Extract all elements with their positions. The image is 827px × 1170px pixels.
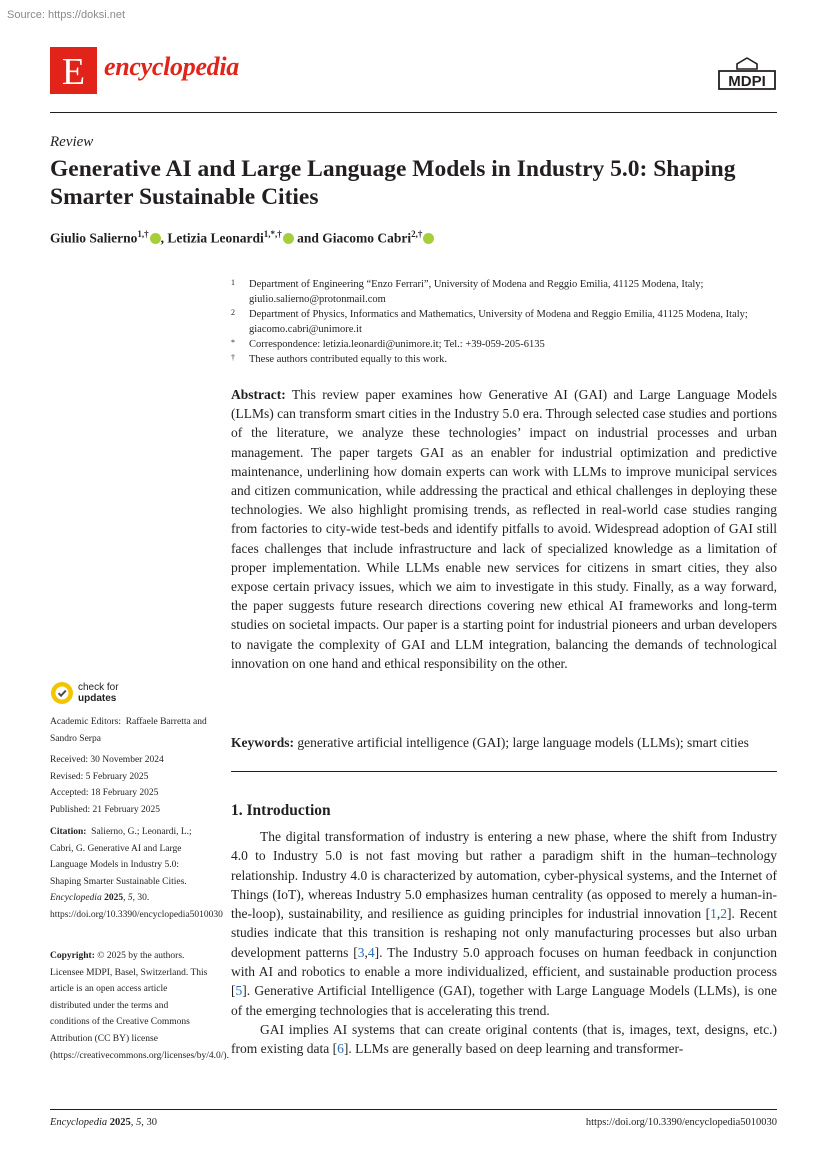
article-dates (50, 752, 210, 818)
citation-doi[interactable]: , 30. https://doi.org/10.3390/encyclopedia5010030 (50, 893, 223, 920)
affiliation-mark: * (231, 338, 235, 347)
author-name: Giacomo Cabri (322, 230, 412, 246)
paragraph-text: ]. LLMs are generally based on deep learning and transformer- (343, 1041, 684, 1057)
citation-block: Citation: Salierno, G.; Leonardi, L.; Cabri, G. Generative AI and Large Language Models in Industry 5.0: Shaping Smarter Sustainable Cities. Encyclopedia 2025, 5, 30. https://doi.org/10.3390/encyclopedia5010030 (50, 827, 223, 920)
reference-link[interactable]: 4 (367, 944, 375, 960)
affiliation-mark: † (231, 353, 235, 362)
date-published: Published: 21 February 2025 (50, 804, 161, 815)
reference-link[interactable]: 5 (235, 983, 243, 999)
paragraph-text: GAI implies AI systems that can create original contents (that is, images, text, designs, etc.) from existing data [ (231, 1021, 777, 1057)
copyright-text: © 2025 by the authors. Licensee MDPI, Basel, Switzerland. This article is an open access article distributed under the terms and conditions of the Creative Commons Attribution (CC BY) license (https://creativecommons.org/licenses/by/4.0/). (50, 951, 229, 1061)
article-type: Review (50, 134, 94, 150)
affiliation-mark: 1 (231, 278, 235, 287)
citation-journal: Encyclopedia (50, 893, 102, 904)
journal-logo (50, 47, 97, 94)
footer-citation: Encyclopedia 2025, 5, 30 (50, 1117, 158, 1128)
reference-link[interactable]: 3 (357, 944, 365, 960)
reference-link[interactable]: 2 (720, 906, 728, 922)
abstract (231, 385, 777, 673)
author-sup: 1,*,† (263, 229, 282, 239)
journal-name: encyclopedia (104, 52, 240, 81)
editors-names: Raffaele Barretta and Sandro Serpa (50, 717, 207, 744)
footer-volume: 5 (136, 1117, 142, 1128)
paragraph-text: ]. Generative Artificial Intelligence (GAI), together with Large Language Models (LLMs), is one of the emerging technologies that is accelerating this trend. (231, 983, 777, 1018)
paragraph-text: The digital transformation of industry is entering a new phase, where the shift from Industry 4.0 to Industry 5.0 is not fast moving but rather a paradigm shift in the human–technology relationship. Industry 4.0 is characterized by automation, cyber-physical systems, and the Internet of Things (IoT), whereas Industry 5.0 emphasizes human centrality (as opposed to merely a human-in-the-loop), sustainability, and resilience as guiding principles for industrial innovation [ (231, 829, 777, 922)
publisher-logo (716, 57, 778, 91)
author-sup: 1,† (137, 229, 149, 239)
publisher-name: MDPI (728, 73, 766, 90)
check-updates-line2: updates (78, 693, 117, 704)
citation-label: Citation: (50, 827, 87, 837)
paragraph (231, 827, 777, 1020)
academic-editors (50, 714, 210, 747)
affiliation-text: These authors contributed equally to this work. (249, 354, 447, 365)
author-sup: 2,† (411, 229, 423, 239)
affiliation (231, 277, 779, 307)
keywords (231, 733, 777, 752)
section-body (231, 827, 777, 1059)
footer-doi-link[interactable]: https://doi.org/10.3390/encyclopedia5010030 (585, 1117, 777, 1128)
affiliation-text: Correspondence: letizia.leonardi@unimore.it; Tel.: +39-059-205-6135 (249, 339, 545, 350)
abstract-rule (231, 771, 777, 772)
affiliation (231, 307, 779, 337)
reference-link[interactable]: 1 (710, 906, 717, 922)
source-label: Source: https://doksi.net (7, 9, 126, 21)
citation-volume: 5 (127, 893, 133, 904)
orcid-icon[interactable] (283, 233, 294, 244)
editors-label: Academic Editors: (50, 717, 121, 727)
footer-rule (50, 1109, 777, 1110)
affiliation-text: Department of Engineering “Enzo Ferrari”, University of Modena and Reggio Emilia, 41125 Modena, Italy; giulio.salierno@protonmail.com (249, 279, 704, 305)
paragraph-text: ]. Recent studies indicate that this transition is reshaping not only manufacturing processes but also urban development patterns [ (231, 906, 777, 960)
paragraph-text: , (716, 906, 721, 922)
keywords-text: generative artificial intelligence (GAI); large language models (LLMs); smart cities (297, 735, 749, 750)
date-accepted: Accepted: 18 February 2025 (50, 788, 159, 799)
copyright-block (50, 948, 229, 1064)
paragraph-text: ]. The Industry 5.0 approach focuses on human feedback in conjunction with AI and robotics to enable a more individualized, efficient, and sustainable production process [ (231, 944, 777, 999)
paragraph-text: , (364, 944, 368, 960)
keywords-label: Keywords: (231, 735, 294, 750)
reference-link[interactable]: 6 (337, 1041, 344, 1057)
affiliation-text: Department of Physics, Informatics and Mathematics, University of Modena and Reggio Emilia, 41125 Modena, Italy; giacomo.cabri@unimore.it (249, 309, 748, 335)
header-rule (50, 112, 777, 113)
author-list (50, 229, 434, 247)
affiliation-mark: 2 (231, 308, 235, 317)
date-revised: Revised: 5 February 2025 (50, 771, 149, 782)
copyright-label: Copyright: (50, 951, 95, 961)
check-updates-button[interactable] (50, 681, 180, 707)
orcid-icon[interactable] (423, 233, 434, 244)
section-heading: 1. Introduction (231, 802, 331, 819)
logo-letter: E (61, 51, 86, 93)
footer-journal: Encyclopedia (50, 1117, 108, 1128)
journal-logo-icon (50, 47, 97, 94)
check-updates-icon (50, 681, 74, 705)
citation-year: 2025 (104, 893, 124, 904)
abstract-text: This review paper examines how Generative AI (GAI) and Large Language Models (LLMs) can transform smart cities in the Industry 5.0 era. Through selected case studies and portions of the literature, we analyze these technologies’ impact on industrial processes and urban management. The paper targets GAI as an enabler for industrial optimization and predictive maintenance, underlining how domain experts can work with LLMs to improve municipal services and citizen communication, while addressing the practical and ethical challenges in deploying these technologies. We also highlight promising trends, as reflected in real-world case studies ranging from factories to city-wide test-beds and identify pitfalls to avoid. Widespread adoption of GAI still faces challenges that include infrastructure and lack of specialized knowledge as a limitation of proper implementation. While LLMs enable new services for citizens in smart cities, they also expose certain privacy issues, which we aim to investigate in this study. Finally, as a way forward, the paper suggests future research directions covering new ethical AI frameworks and long-term studies on societal impacts. Our paper is a starting point for industrial pioneers and urban developers to navigate the complexity of GAI and LLM integration, balancing the demands of technological innovation on one hand and ethical responsibility on the other. (231, 387, 777, 671)
affiliation (231, 337, 779, 352)
footer-year: 2025 (109, 1117, 131, 1128)
affiliation (231, 352, 779, 367)
author-name: Letizia Leonardi (167, 230, 264, 246)
abstract-label: Abstract: (231, 387, 286, 402)
mdpi-logo-icon (716, 57, 778, 91)
author-name: Giulio Salierno (50, 230, 138, 246)
check-updates-line1: check for (78, 682, 119, 693)
orcid-icon[interactable] (150, 233, 161, 244)
author-sep: , (160, 230, 168, 246)
affiliations (231, 277, 779, 367)
footer-page: , 30 (141, 1117, 158, 1128)
author-sep: and (293, 230, 323, 246)
article-title: Generative AI and Large Language Models in Industry 5.0: Shaping Smarter Sustainable Cities (50, 156, 736, 210)
date-received: Received: 30 November 2024 (50, 755, 164, 765)
citation-text: Salierno, G.; Leonardi, L.; Cabri, G. Generative AI and Large Language Models in Industry 5.0: Shaping Smarter Sustainable Cities. (50, 827, 192, 887)
paragraph (231, 1020, 777, 1059)
